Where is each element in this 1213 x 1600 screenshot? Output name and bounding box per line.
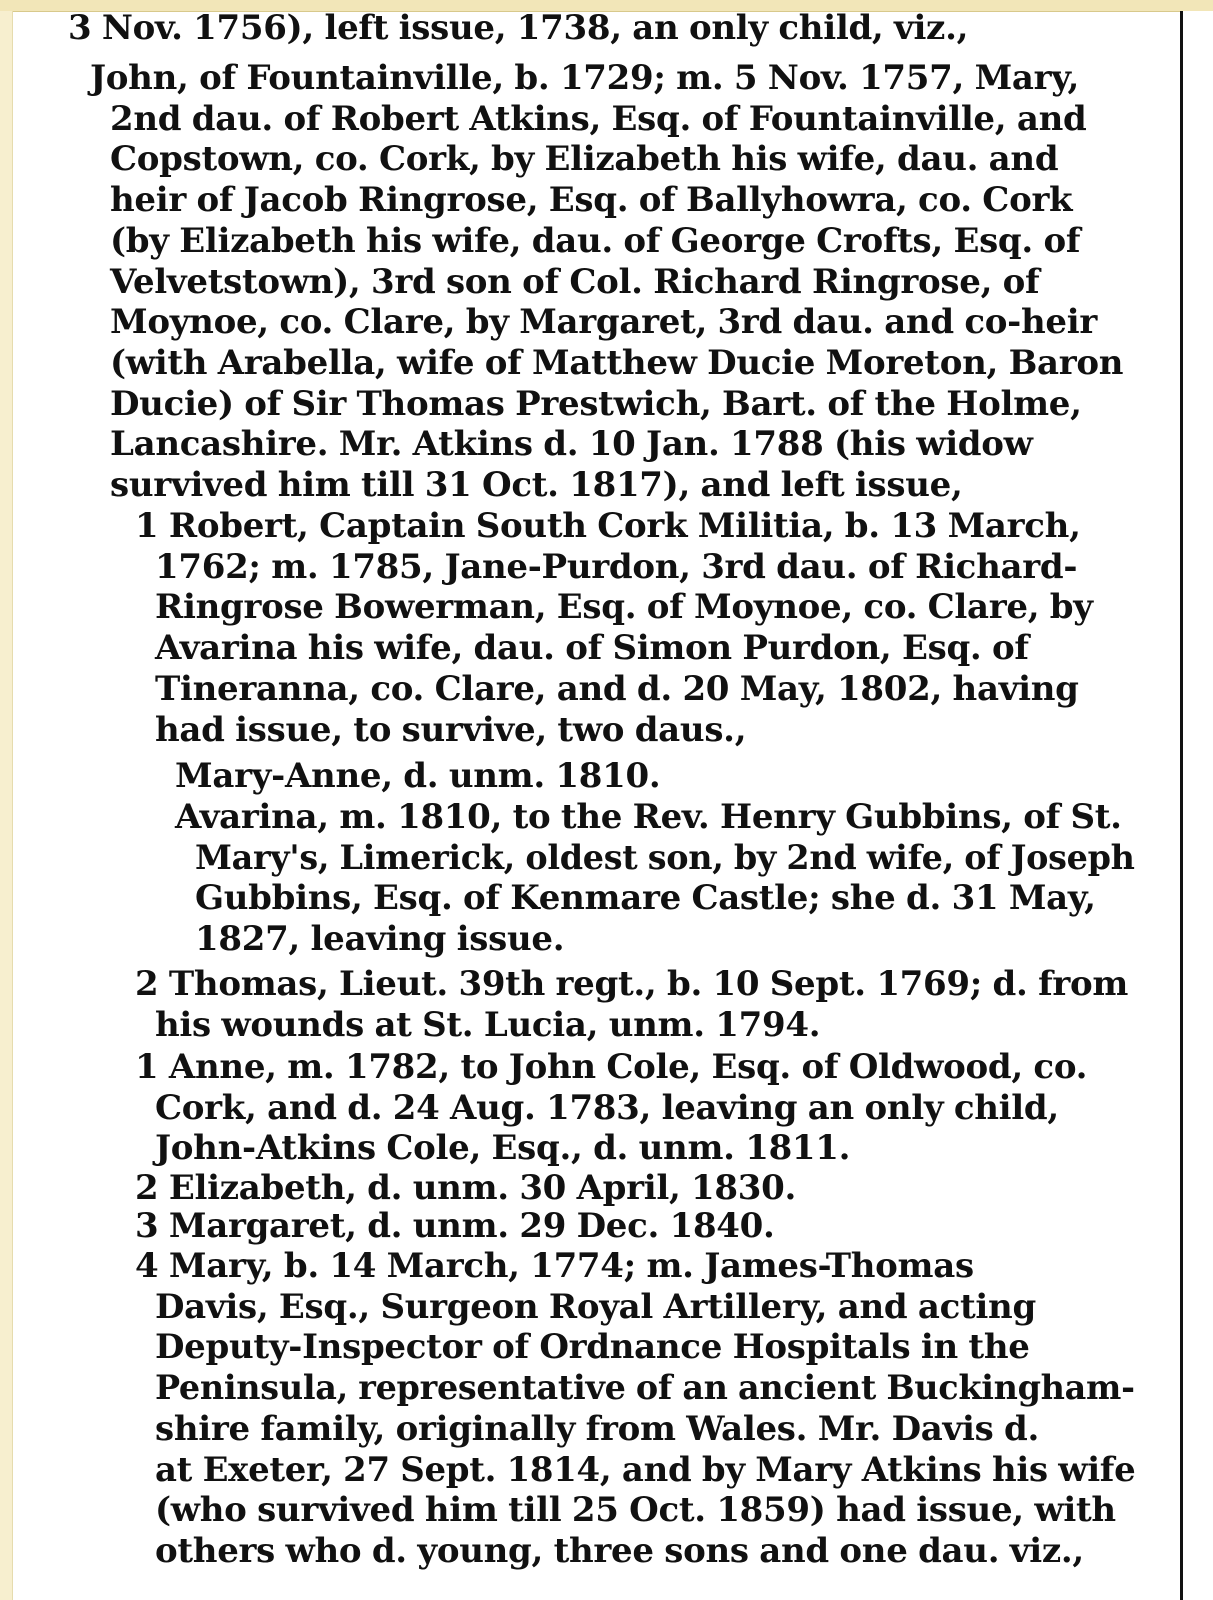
paragraph-robert: [135, 506, 1135, 750]
text-line: shire family, originally from Wales. Mr. Davis d.: [155, 1408, 1039, 1449]
text-line: 2nd dau. of Robert Atkins, Esq. of Fountainville, and: [110, 98, 1087, 139]
text-line: Cork, and d. 24 Aug. 1783, leaving an only child,: [155, 1087, 1059, 1128]
text-line: 2 Elizabeth, d. unm. 30 April, 1830.: [135, 1168, 797, 1208]
text-line: 1 Anne, m. 1782, to John Cole, Esq. of Oldwood, co.: [135, 1047, 1088, 1087]
paragraph-thomas: [135, 964, 1135, 1045]
text-line: Avarina his wife, dau. of Simon Purdon, Esq. of: [155, 628, 1029, 669]
text-line: 1827, leaving issue.: [195, 919, 565, 960]
text-line: (with Arabella, wife of Matthew Ducie Moreton, Baron: [110, 342, 1124, 383]
text-line: had issue, to survive, two daus.,: [155, 709, 747, 750]
text-line: 1 Robert, Captain South Cork Militia, b. 13 March,: [135, 506, 1081, 546]
text-line: Davis, Esq., Surgeon Royal Artillery, and acting: [155, 1286, 1036, 1327]
text-line: (who survived him till 25 Oct. 1859) had issue, with: [155, 1490, 1116, 1531]
text-line: Mary's, Limerick, oldest son, by 2nd wife, of Joseph: [194, 837, 1135, 878]
text-line: Deputy-Inspector of Ordnance Hospitals in the: [155, 1327, 1030, 1368]
text-line: Ringrose Bowerman, Esq. of Moynoe, co. Clare, by: [155, 587, 1093, 628]
text-line: John-Atkins Cole, Esq., d. unm. 1811.: [155, 1128, 851, 1169]
text-line: Avarina, m. 1810, to the Rev. Henry Gubbins, of St.: [175, 797, 1122, 837]
text-line: John, of Fountainville, b. 1729; m. 5 Nov. 1757, Mary,: [90, 58, 1079, 98]
paragraph-anne: [135, 1047, 1135, 1169]
paragraph-avarina: [175, 797, 1135, 960]
paragraph-elizabeth: [135, 1168, 1135, 1209]
paragraph-john: [90, 58, 1135, 506]
text-line: Velvetstown), 3rd son of Col. Richard Ringrose, of: [110, 261, 1040, 302]
paragraph-margaret: [135, 1206, 1135, 1247]
text-line: Lancashire. Mr. Atkins d. 10 Jan. 1788 (his widow: [110, 424, 1033, 465]
text-line: Tineranna, co. Clare, and d. 20 May, 1802, having: [155, 668, 1079, 709]
text-line: his wounds at St. Lucia, unm. 1794.: [155, 1004, 821, 1045]
text-line: Moynoe, co. Clare, by Margaret, 3rd dau. and co-heir: [110, 302, 1097, 343]
paragraph-intro: [68, 8, 1168, 49]
text-line: 2 Thomas, Lieut. 39th regt., b. 10 Sept. 1769; d. from: [135, 964, 1129, 1004]
text-line: survived him till 31 Oct. 1817), and left issue,: [110, 465, 963, 506]
paragraph-mary: [135, 1246, 1135, 1572]
text-line: 1762; m. 1785, Jane-Purdon, 3rd dau. of Richard-: [155, 546, 1078, 587]
text-line: Ducie) of Sir Thomas Prestwich, Bart. of the Holme,: [110, 383, 1082, 424]
text-line: 4 Mary, b. 14 March, 1774; m. James-Thomas: [135, 1246, 974, 1286]
text-line: Peninsula, representative of an ancient Buckingham-: [154, 1368, 1135, 1409]
text-line: Gubbins, Esq. of Kenmare Castle; she d. 31 May,: [195, 878, 1096, 919]
text-line: 3 Margaret, d. unm. 29 Dec. 1840.: [135, 1206, 775, 1246]
text-line: 3 Nov. 1756), left issue, 1738, an only child, viz.,: [68, 8, 969, 48]
text-line: (by Elizabeth his wife, dau. of George Crofts, Esq. of: [110, 220, 1081, 261]
paragraph-mary-anne: [175, 756, 1135, 797]
text-line: heir of Jacob Ringrose, Esq. of Ballyhowra, co. Cork: [110, 180, 1073, 221]
text-line: others who d. young, three sons and one dau. viz.,: [155, 1530, 1084, 1571]
text-line: at Exeter, 27 Sept. 1814, and by Mary Atkins his wife: [154, 1449, 1136, 1490]
text-line: Mary-Anne, d. unm. 1810.: [175, 756, 661, 796]
text-line: Copstown, co. Cork, by Elizabeth his wife, dau. and: [110, 139, 1059, 180]
